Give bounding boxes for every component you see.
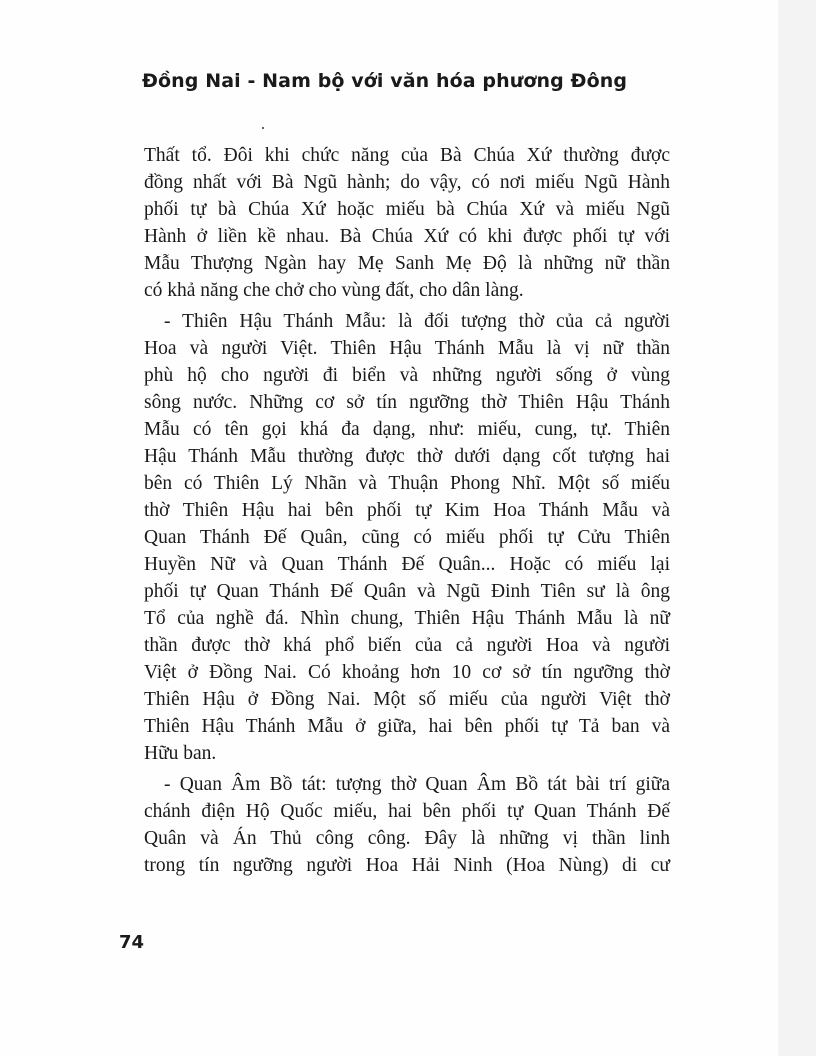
body-line: đồng nhất với Bà Ngũ hành; do vậy, có nơi miếu Ngũ Hành xyxy=(144,172,670,193)
body-line: Mẫu có tên gọi khá đa dạng, như: miếu, cung, tự. Thiên xyxy=(144,419,670,440)
body-line: Hoa và người Việt. Thiên Hậu Thánh Mẫu là vị nữ thần xyxy=(144,338,670,359)
running-header: Đồng Nai - Nam bộ với văn hóa phương Đông xyxy=(142,70,628,92)
body-line: trong tín ngưỡng người Hoa Hải Ninh (Hoa Nùng) di cư xyxy=(144,855,670,876)
body-text xyxy=(144,142,670,879)
page-edge-shadow xyxy=(778,0,816,1056)
body-line: Thất tổ. Đôi khi chức năng của Bà Chúa Xứ thường được xyxy=(144,145,670,166)
page-number: 74 xyxy=(119,932,145,953)
body-line: thần được thờ khá phổ biến của cả người Hoa và người xyxy=(144,635,670,656)
body-line: thờ Thiên Hậu hai bên phối tự Kim Hoa Thánh Mẫu và xyxy=(144,500,670,521)
body-line: Thiên Hậu Thánh Mẫu ở giữa, hai bên phối tự Tả ban và xyxy=(144,716,670,737)
body-line: Hậu Thánh Mẫu thường được thờ dưới dạng cốt tượng hai xyxy=(144,446,670,467)
body-line: bên có Thiên Lý Nhãn và Thuận Phong Nhĩ. Một số miếu xyxy=(144,473,670,494)
body-line: - Thiên Hậu Thánh Mẫu: là đối tượng thờ của cả người xyxy=(164,311,670,332)
scan-speck xyxy=(262,127,264,129)
body-line: sông nước. Những cơ sở tín ngưỡng thờ Thiên Hậu Thánh xyxy=(144,392,670,413)
body-line: Huyền Nữ và Quan Thánh Đế Quân... Hoặc có miếu lại xyxy=(144,554,670,575)
body-line: Việt ở Đồng Nai. Có khoảng hơn 10 cơ sở tín ngưỡng thờ xyxy=(144,662,670,683)
body-line: có khả năng che chở cho vùng đất, cho dân làng. xyxy=(144,280,524,301)
body-line: Thiên Hậu ở Đồng Nai. Một số miếu của người Việt thờ xyxy=(144,689,670,710)
body-line: Hành ở liền kề nhau. Bà Chúa Xứ có khi được phối tự với xyxy=(144,226,670,247)
body-line: Hữu ban. xyxy=(144,743,217,764)
body-line: phối tự bà Chúa Xứ hoặc miếu bà Chúa Xứ và miếu Ngũ xyxy=(144,199,670,220)
body-line: Tổ của nghề đá. Nhìn chung, Thiên Hậu Thánh Mẫu là nữ xyxy=(144,608,670,629)
body-line: chánh điện Hộ Quốc miếu, hai bên phối tự Quan Thánh Đế xyxy=(144,801,670,822)
body-line: phối tự Quan Thánh Đế Quân và Ngũ Đinh Tiên sư là ông xyxy=(144,581,670,602)
body-line: Mẫu Thượng Ngàn hay Mẹ Sanh Mẹ Độ là những nữ thần xyxy=(144,253,670,274)
body-line: Quan Thánh Đế Quân, cũng có miếu phối tự Cửu Thiên xyxy=(144,527,670,548)
body-line: - Quan Âm Bồ tát: tượng thờ Quan Âm Bồ tát bài trí giữa xyxy=(164,774,670,795)
body-line: phù hộ cho người đi biển và những người sống ở vùng xyxy=(144,365,670,386)
body-line: Quân và Án Thủ công công. Đây là những vị thần linh xyxy=(144,828,670,849)
